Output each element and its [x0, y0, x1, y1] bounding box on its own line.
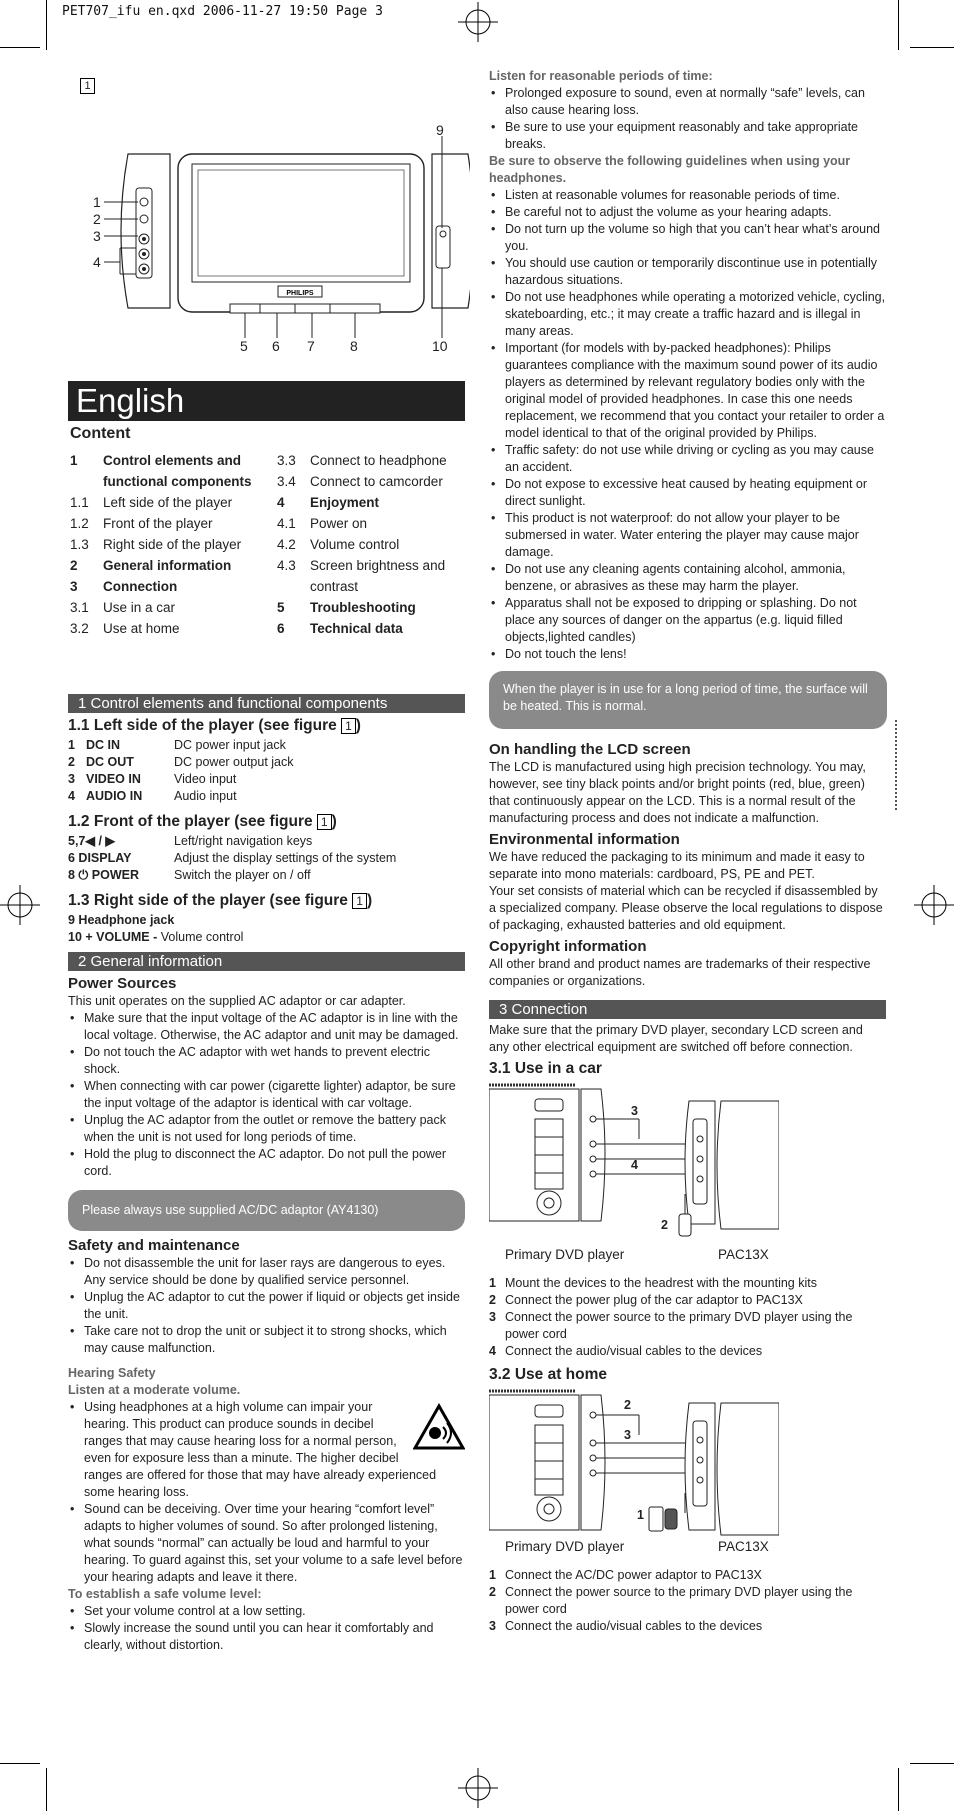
guidelines-list	[489, 187, 886, 663]
power-intro: This unit operates on the supplied AC adaptor or car adapter.	[68, 994, 406, 1008]
step-row: 2 Connect the power plug of the car adaptor to PAC13X	[489, 1293, 803, 1307]
toc-item[interactable]: 4.2 Volume control	[277, 537, 400, 552]
crop-mark	[910, 1763, 954, 1764]
home-label-2: 2	[624, 1398, 631, 1412]
callout-8: 8	[350, 338, 358, 354]
periods-title: Listen for reasonable periods of time:	[489, 69, 713, 83]
heading-1-2: 1.2 Front of the player (see figure 1 )	[68, 813, 337, 830]
callout-3: 3	[93, 228, 101, 244]
left-column	[68, 690, 465, 1654]
connection-intro: Make sure that the primary DVD player, secondary LCD screen and any other electrical equipment are switched off before connection.	[489, 1023, 863, 1054]
list-item: • Do not touch the lens!	[489, 646, 886, 663]
crop-mark	[0, 47, 40, 48]
lcd-text: The LCD is manufactured using high precision technology. You may, however, see tiny black points and/or bright points (red, blue, green) that continuously appear on the LCD. This is a normal result of the manufacturing process and does not indicate a malfunction.	[489, 760, 866, 825]
lcd-title: On handling the LCD screen	[489, 741, 691, 758]
section-bar-2: 2 General information	[68, 952, 465, 971]
print-header: PET707_ifu en.qxd 2006-11-27 19:50 Page 3	[62, 4, 383, 19]
list-item: • Be sure to use your equipment reasonably and take appropriate breaks.	[489, 119, 886, 153]
list-item: • Unplug the AC adaptor to cut the power if liquid or objects get inside the unit.	[68, 1289, 465, 1323]
adaptor-note: Please always use supplied AC/DC adaptor (AY4130)	[68, 1190, 465, 1231]
step-row: 1 Mount the devices to the headrest with the mounting kits	[489, 1276, 817, 1290]
spec-row: 6 DISPLAY Adjust the display settings of the system	[68, 851, 397, 865]
crop-mark	[0, 1763, 40, 1764]
heading-3-1: 3.1 Use in a car	[489, 1060, 602, 1077]
figure-1	[70, 76, 470, 366]
language-banner: English	[68, 381, 465, 421]
home-label-1: 1	[637, 1508, 644, 1522]
toc-item[interactable]: 5 Troubleshooting	[277, 600, 416, 615]
toc-item[interactable]: 3.1 Use in a car	[70, 600, 176, 615]
list-item: • Take care not to drop the unit or subject it to strong shocks, which may cause malfunction.	[68, 1323, 465, 1357]
heat-note: When the player is in use for a long period of time, the surface will be heated. This is normal.	[489, 671, 887, 729]
safe-volume-title: To establish a safe volume level:	[68, 1587, 262, 1601]
list-item: • Listen at reasonable volumes for reasonable periods of time.	[489, 187, 886, 204]
spec-row: 2 DC OUT DC power output jack	[68, 755, 294, 769]
list-item: • You should use caution or temporarily discontinue use in potentially hazardous situations.	[489, 255, 886, 289]
toc-item[interactable]: 6 Technical data	[277, 621, 403, 636]
right-column	[489, 68, 886, 1635]
safety-list	[68, 1255, 465, 1357]
list-item: • Hold the plug to disconnect the AC adaptor. Do not pull the power cord.	[68, 1146, 465, 1180]
list-item: • Unplug the AC adaptor from the outlet or remove the battery pack when the unit is not used for long periods of time.	[68, 1112, 465, 1146]
home-connection-diagram	[489, 1385, 779, 1540]
toc-item[interactable]: 1.1 Left side of the player	[70, 495, 233, 510]
toc-item[interactable]: 1.2 Front of the player	[70, 516, 213, 531]
spec-row: 1 DC IN DC power input jack	[68, 738, 286, 752]
hearing-subtitle: Listen at a moderate volume.	[68, 1383, 241, 1397]
car-caption: Primary DVD player PAC13X	[505, 1247, 769, 1262]
spec-row: 3 VIDEO IN Video input	[68, 772, 237, 786]
spec-row: 4 AUDIO IN Audio input	[68, 789, 237, 803]
callout-7: 7	[307, 338, 315, 354]
toc-item[interactable]: 3.4 Connect to camcorder	[277, 474, 443, 489]
registration-mark	[458, 2, 498, 42]
callout-10: 10	[432, 338, 448, 354]
section-bar-3: 3 Connection	[489, 1000, 886, 1019]
player-diagram	[70, 76, 470, 366]
crop-mark	[898, 1768, 899, 1811]
toc-item[interactable]: 4 Enjoyment	[277, 495, 380, 510]
registration-mark	[914, 885, 954, 925]
callout-9: 9	[436, 122, 444, 138]
list-item: • Using headphones at a high volume can impair your hearing. This product can produce sounds in decibel ranges that may cause hearing loss for a normal person, even for exposure less than a minute. The higher decibel ranges are offered for those that may have already experienced some hearing loss.	[68, 1399, 465, 1501]
list-item: • Set your volume control at a low setting.	[68, 1603, 465, 1620]
list-item: • This product is not waterproof: do not allow your player to be submersed in water. Water entering the player may cause major damage.	[489, 510, 886, 561]
toc-item[interactable]: 4.1 Power on	[277, 516, 368, 531]
volume-line: 10 + VOLUME - Volume control	[68, 930, 244, 944]
headphone-line: 9 Headphone jack	[68, 913, 175, 927]
heading-3-2: 3.2 Use at home	[489, 1366, 608, 1383]
toc-item[interactable]: 1 Control elements and functional components	[70, 453, 252, 489]
periods-list	[489, 85, 886, 153]
list-item: • Do not turn up the volume so high that you can’t hear what’s around you.	[489, 221, 886, 255]
step-row: 4 Connect the audio/visual cables to the devices	[489, 1344, 763, 1358]
heading-1-1: 1.1 Left side of the player (see figure 1 )	[68, 717, 361, 734]
guidelines-title: Be sure to observe the following guidelines when using your headphones.	[489, 154, 851, 185]
registration-mark	[0, 885, 40, 925]
hearing-safety-title: Hearing Safety	[68, 1366, 156, 1380]
copyright-text: All other brand and product names are trademarks of their respective companies or organizations.	[489, 957, 871, 988]
environment-text: We have reduced the packaging to its minimum and made it easy to separate into mono materials: cardboard, PS, PE and PET.	[489, 850, 865, 881]
list-item: • Make sure that the input voltage of the AC adaptor is in line with the local voltage. Otherwise, the AC adaptor and unit may be damaged.	[68, 1010, 465, 1044]
list-item: • Traffic safety: do not use while driving or cycling as you may cause an accident.	[489, 442, 886, 476]
figure-badge: 1	[80, 78, 95, 94]
list-item: • Apparatus shall not be exposed to dripping or splashing. Do not place any sources of danger on the appartus (e.g. liquid filled objects,lighted candles)	[489, 595, 886, 646]
list-item: • Do not use any cleaning agents containing alcohol, ammonia, benzene, or abrasives as these may harm the player.	[489, 561, 886, 595]
toc-item[interactable]: 2 General information	[70, 558, 232, 573]
home-label-3: 3	[624, 1428, 631, 1442]
car-figure	[489, 1079, 779, 1244]
crop-mark	[46, 1768, 47, 1811]
hearing-list	[68, 1399, 465, 1586]
home-caption: Primary DVD player PAC13X	[505, 1539, 769, 1554]
list-item: • Sound can be deceiving. Over time your hearing “comfort level” adapts to higher volumes of sound. So after prolonged listening, what sounds “normal” can actually be loud and harmful to your hearing. To guard against this, set your volume to a safe level before your hearing adapts and leave it there.	[68, 1501, 465, 1586]
toc-item[interactable]: 1.3 Right side of the player	[70, 537, 242, 552]
margin-dots	[895, 720, 898, 810]
brand-logo: PHILIPS	[286, 290, 314, 297]
list-item: • Do not use headphones while operating a motorized vehicle, cycling, skateboarding, etc.; it may create a traffic hazard and is illegal in many areas.	[489, 289, 886, 340]
callout-5: 5	[240, 338, 248, 354]
registration-mark	[458, 1768, 498, 1808]
callout-6: 6	[272, 338, 280, 354]
list-item: • Be careful not to adjust the volume as your hearing adapts.	[489, 204, 886, 221]
step-row: 2 Connect the power source to the primary DVD player using the power cord	[489, 1585, 853, 1616]
list-item: • Slowly increase the sound until you can hear it comfortably and clearly, without distortion.	[68, 1620, 465, 1654]
toc-item[interactable]: 3.3 Connect to headphone	[277, 453, 447, 468]
list-item: • Important (for models with by-packed headphones): Philips guarantees compliance with the maximum sound power of its audio players as determined by relevant regulatory bodies only with the original model of provided headphones. In case this one needs replacement, we recommend that you contact your retailer to order a model identical to that of the original provided by Philips.	[489, 340, 886, 442]
power-list	[68, 1010, 465, 1180]
home-figure	[489, 1385, 779, 1540]
car-label-2: 2	[661, 1218, 668, 1232]
copyright-title: Copyright information	[489, 938, 647, 955]
section-bar-1: 1 Control elements and functional components	[68, 694, 465, 713]
list-item: • Do not disassemble the unit for laser rays are dangerous to eyes. Any service should be done by qualified service personnel.	[68, 1255, 465, 1289]
car-label-4: 4	[631, 1158, 638, 1172]
callout-2: 2	[93, 211, 101, 227]
step-row: 1 Connect the AC/DC power adaptor to PAC13X	[489, 1568, 762, 1582]
step-row: 3 Connect the audio/visual cables to the devices	[489, 1619, 763, 1633]
list-item: • Prolonged exposure to sound, even at normally “safe” levels, can also cause hearing loss.	[489, 85, 886, 119]
heading-1-3: 1.3 Right side of the player (see figure 1 )	[68, 892, 373, 909]
safe-volume-list	[68, 1603, 465, 1654]
safety-title: Safety and maintenance	[68, 1237, 240, 1254]
callout-1: 1	[93, 194, 101, 210]
environment-text-2: Your set consists of material which can be recycled if disassembled by a specialized company. Please observe the local regulations to dispose of packaging, exhausted batteries and old equipment.	[489, 884, 883, 932]
list-item: • Do not touch the AC adaptor with wet hands to prevent electric shock.	[68, 1044, 465, 1078]
list-item: • Do not expose to excessive heat caused by heating equipment or direct sunlight.	[489, 476, 886, 510]
spec-row: 5,7◀ / ▶ Left/right navigation keys	[68, 834, 313, 848]
crop-mark	[46, 0, 47, 50]
crop-mark	[898, 0, 899, 50]
spec-row: 8 ⏻ POWER Switch the player on / off	[68, 868, 311, 882]
power-sources-title: Power Sources	[68, 975, 177, 992]
toc-item[interactable]: 3 Connection	[70, 579, 178, 594]
toc-item[interactable]: 4.3 Screen brightness and contrast	[277, 558, 446, 594]
environment-title: Environmental information	[489, 831, 680, 848]
content-title: Content	[70, 425, 131, 442]
step-row: 3 Connect the power source to the primary DVD player using the power cord	[489, 1310, 853, 1341]
callout-4: 4	[93, 254, 101, 270]
list-item: • When connecting with car power (cigarette lighter) adaptor, be sure the input voltage of the adaptor is identical with car voltage.	[68, 1078, 465, 1112]
car-label-3: 3	[631, 1104, 638, 1118]
toc-left	[70, 450, 260, 639]
toc-right	[277, 450, 462, 639]
toc-item[interactable]: 3.2 Use at home	[70, 621, 180, 636]
crop-mark	[910, 47, 954, 48]
